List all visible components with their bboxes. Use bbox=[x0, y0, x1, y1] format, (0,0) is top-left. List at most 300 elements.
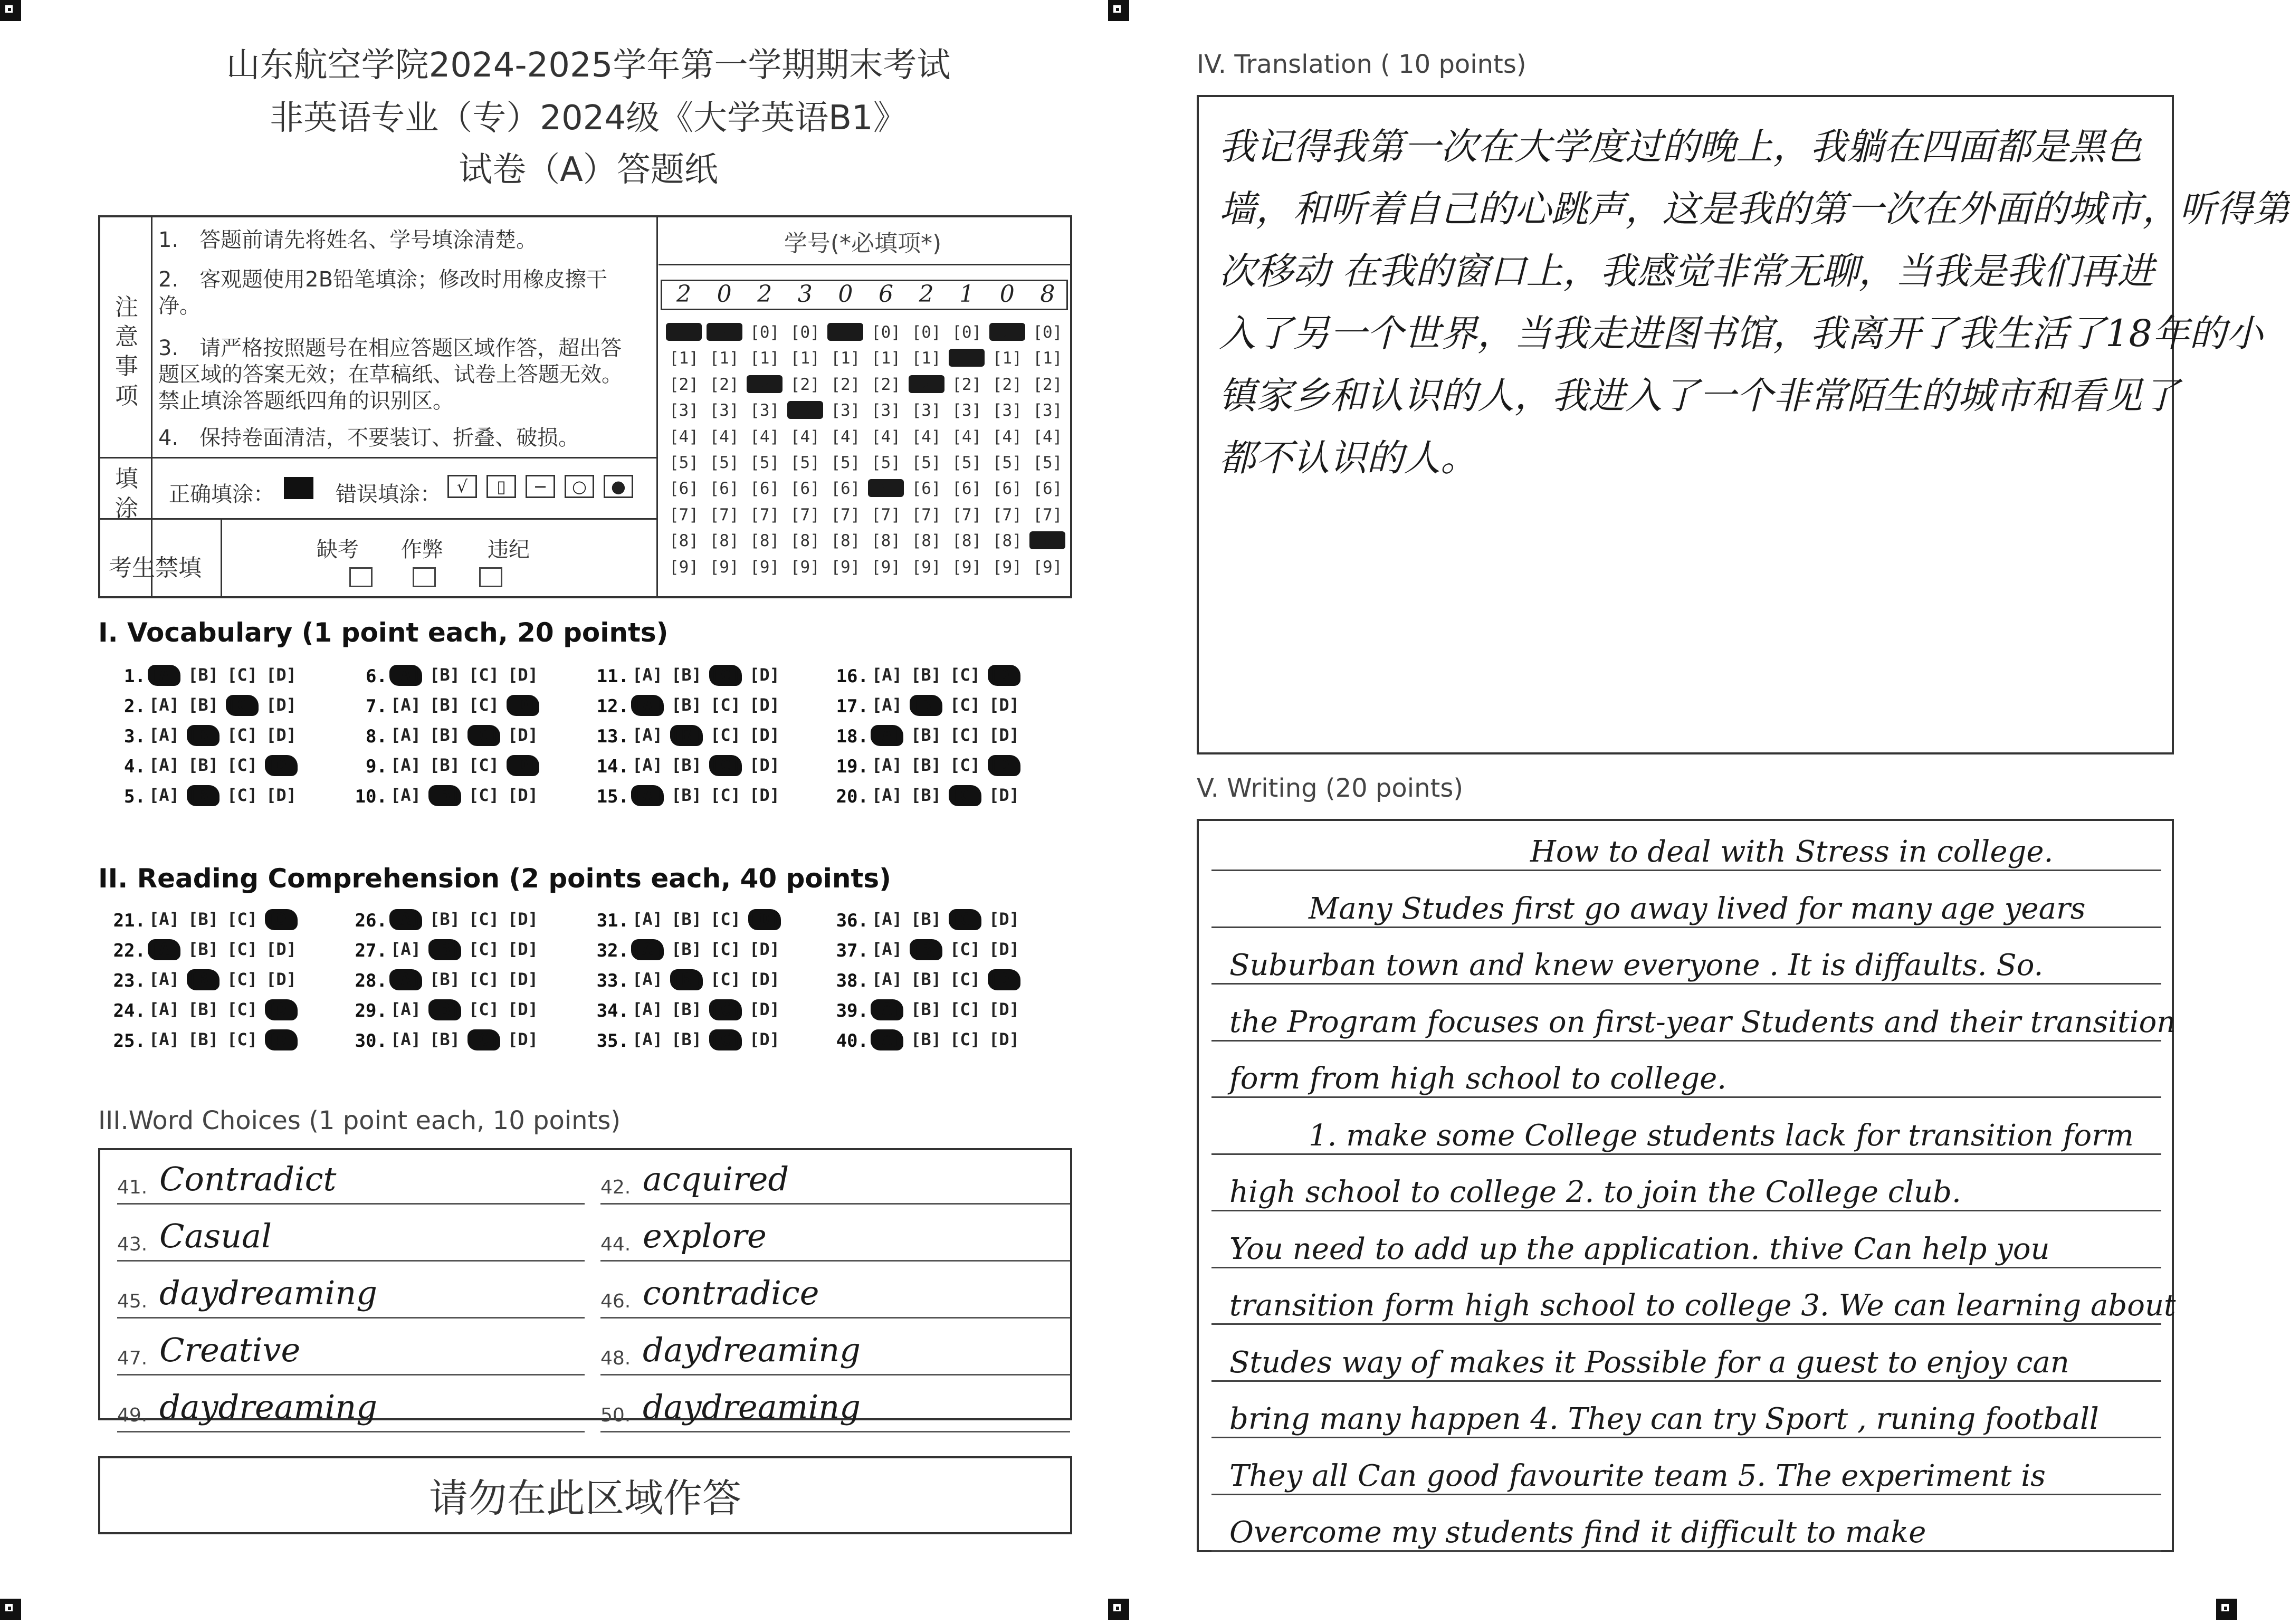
option-bubble[interactable]: [B] bbox=[188, 939, 218, 959]
option-bubble[interactable]: [C] bbox=[469, 999, 499, 1019]
question-number: 10. bbox=[355, 786, 387, 807]
option-bubble[interactable]: [A] bbox=[149, 999, 179, 1019]
option-bubble[interactable]: [D] bbox=[508, 939, 538, 959]
student-id-bubble[interactable]: [5] bbox=[750, 453, 780, 472]
student-id-bubble[interactable]: [7] bbox=[871, 505, 901, 524]
option-bubble[interactable]: [B] bbox=[671, 785, 702, 805]
option-bubble[interactable]: [A] bbox=[632, 969, 663, 989]
student-id-bubble[interactable]: [7] bbox=[992, 505, 1022, 524]
wrong-fill-mark: ○ bbox=[565, 475, 594, 498]
option-bubble[interactable]: [C] bbox=[709, 755, 742, 776]
student-id-bubble[interactable]: [0] bbox=[790, 323, 820, 342]
option-bubble[interactable]: [A] bbox=[390, 1029, 421, 1049]
answer-line bbox=[117, 1374, 585, 1375]
option-bubble[interactable]: [C] bbox=[710, 939, 741, 959]
student-id-bubble[interactable]: [0] bbox=[1033, 323, 1063, 342]
option-bubble[interactable]: [B] bbox=[430, 665, 460, 685]
student-id-bubble[interactable]: [8] bbox=[709, 531, 739, 551]
student-id-bubble[interactable]: [5] bbox=[911, 453, 941, 472]
option-bubble[interactable]: [D] bbox=[749, 999, 780, 1019]
option-bubble[interactable]: [B] bbox=[187, 725, 220, 746]
student-id-bubble[interactable]: [9] bbox=[831, 557, 861, 577]
option-bubble[interactable]: [D] bbox=[749, 665, 780, 685]
option-bubble[interactable]: [C] bbox=[950, 695, 980, 715]
student-id-bubble[interactable]: [4] bbox=[669, 427, 699, 446]
option-bubble[interactable]: [B] bbox=[428, 999, 461, 1020]
option-bubble[interactable]: [D] bbox=[265, 755, 298, 776]
student-id-bubble[interactable]: [8] bbox=[750, 531, 780, 551]
student-id-bubble[interactable]: [8] bbox=[952, 531, 982, 551]
option-bubble[interactable]: [A] bbox=[389, 969, 422, 990]
option-bubble[interactable]: [D] bbox=[989, 999, 1019, 1019]
option-bubble[interactable]: [B] bbox=[911, 785, 941, 805]
option-bubble[interactable]: [D] bbox=[508, 969, 538, 989]
option-bubble[interactable]: [C] bbox=[709, 1029, 742, 1050]
option-bubble[interactable]: [C] bbox=[950, 939, 980, 959]
student-id-bubble[interactable]: [8] bbox=[831, 531, 861, 551]
student-id-bubble[interactable]: [9] bbox=[911, 557, 941, 577]
option-bubble[interactable]: [A] bbox=[632, 725, 663, 745]
option-bubble[interactable]: [B] bbox=[188, 1029, 218, 1049]
handwritten-answer[interactable]: daydreaming bbox=[643, 1331, 861, 1369]
option-bubble[interactable]: [C] bbox=[227, 969, 257, 989]
option-bubble[interactable]: [A] bbox=[148, 665, 180, 686]
cheating-checkbox[interactable] bbox=[413, 567, 436, 587]
corner-marker-top-center bbox=[1108, 0, 1129, 21]
question-number: 8. bbox=[366, 726, 387, 747]
option-bubble[interactable]: [B] bbox=[430, 725, 460, 745]
handwritten-answer[interactable]: explore bbox=[643, 1217, 767, 1255]
option-bubble[interactable]: [C] bbox=[469, 665, 499, 685]
option-bubble[interactable]: [C] bbox=[227, 909, 257, 929]
option-bubble[interactable]: [C] bbox=[709, 665, 742, 686]
student-id-digit: 0 bbox=[838, 281, 853, 308]
student-id-bubble[interactable]: [2] bbox=[831, 375, 861, 394]
option-bubble[interactable]: [D] bbox=[508, 1029, 538, 1049]
option-bubble[interactable]: [C] bbox=[710, 969, 741, 989]
option-bubble[interactable]: [D] bbox=[265, 999, 298, 1020]
student-id-bubble[interactable]: [2] bbox=[747, 375, 783, 393]
student-id-bubble[interactable]: [0] bbox=[871, 323, 901, 342]
option-bubble[interactable]: [A] bbox=[632, 909, 663, 929]
handwritten-answer[interactable]: Casual bbox=[159, 1217, 272, 1255]
option-bubble[interactable]: [D] bbox=[749, 939, 780, 959]
option-bubble[interactable]: [A] bbox=[631, 695, 664, 716]
option-bubble[interactable]: [B] bbox=[911, 665, 941, 685]
option-bubble[interactable]: [D] bbox=[266, 969, 297, 989]
option-bubble[interactable]: [D] bbox=[989, 909, 1019, 929]
option-bubble[interactable]: [D] bbox=[988, 665, 1020, 686]
option-bubble[interactable]: [C] bbox=[950, 1029, 980, 1049]
student-id-bubble[interactable]: [0] bbox=[707, 323, 742, 341]
student-id-bubble[interactable]: [5] bbox=[871, 453, 901, 472]
option-bubble[interactable]: [A] bbox=[872, 909, 902, 929]
student-id-bubble[interactable]: [0] bbox=[911, 323, 941, 342]
student-id-bubble[interactable]: [6] bbox=[750, 479, 780, 499]
student-id-bubble[interactable]: [7] bbox=[911, 505, 941, 524]
student-id-bubble[interactable]: [4] bbox=[952, 427, 982, 446]
student-id-bubble[interactable]: [2] bbox=[709, 375, 739, 394]
student-id-bubble[interactable]: [6] bbox=[831, 479, 861, 499]
student-id-bubble[interactable]: [3] bbox=[750, 401, 780, 421]
student-id-bubble[interactable]: [1] bbox=[949, 349, 985, 367]
option-bubble[interactable]: [C] bbox=[709, 999, 742, 1020]
option-bubble[interactable]: [B] bbox=[188, 695, 218, 715]
student-id-bubble[interactable]: [1] bbox=[911, 349, 941, 368]
student-id-bubble[interactable]: [1] bbox=[709, 349, 739, 368]
option-bubble[interactable]: [A] bbox=[149, 695, 179, 715]
option-bubble[interactable]: [D] bbox=[265, 1029, 298, 1050]
student-id-bubble[interactable]: [3] bbox=[1033, 401, 1063, 421]
question-number: 32. bbox=[596, 940, 629, 961]
option-bubble[interactable]: [C] bbox=[950, 999, 980, 1019]
student-id-bubble[interactable]: [3] bbox=[831, 401, 861, 421]
student-id-bubble[interactable]: [5] bbox=[1033, 453, 1063, 472]
question-number: 39. bbox=[836, 1000, 869, 1021]
correct-fill-example bbox=[284, 477, 313, 499]
student-id-bubble[interactable]: [9] bbox=[709, 557, 739, 577]
student-id-bubble[interactable]: [1] bbox=[1033, 349, 1063, 368]
option-bubble[interactable]: [B] bbox=[430, 1029, 460, 1049]
student-id-bubble[interactable]: [9] bbox=[992, 557, 1022, 577]
student-id-bubble[interactable]: [6] bbox=[911, 479, 941, 499]
corner-marker-bottom-center bbox=[1108, 1599, 1129, 1620]
handwritten-answer[interactable]: acquired bbox=[643, 1160, 789, 1198]
student-id-bubble[interactable]: [7] bbox=[952, 505, 982, 524]
option-bubble[interactable]: [D] bbox=[749, 785, 780, 805]
option-bubble[interactable]: [D] bbox=[749, 969, 780, 989]
option-bubble[interactable]: [A] bbox=[631, 785, 664, 806]
option-bubble[interactable]: [B] bbox=[430, 755, 460, 775]
option-bubble[interactable]: [A] bbox=[390, 939, 421, 959]
student-id-bubble[interactable]: [3] bbox=[669, 401, 699, 421]
absent-checkbox[interactable] bbox=[349, 567, 373, 587]
notice-item-4: 4. 保持卷面清洁，不要装订、折叠、破损。 bbox=[158, 426, 580, 450]
option-bubble[interactable]: [C] bbox=[949, 785, 981, 806]
option-bubble[interactable]: [B] bbox=[670, 725, 703, 746]
writing-line: high school to college 2. to join the College club. bbox=[1229, 1175, 1961, 1209]
student-id-bubble[interactable]: [1] bbox=[790, 349, 820, 368]
handwritten-answer[interactable]: Contradict bbox=[159, 1160, 337, 1198]
option-bubble[interactable]: [D] bbox=[508, 665, 538, 685]
option-bubble[interactable]: [B] bbox=[911, 999, 941, 1019]
option-bubble[interactable]: [A] bbox=[149, 1029, 179, 1049]
student-id-bubble[interactable]: [9] bbox=[1033, 557, 1063, 577]
student-id-bubble[interactable]: [9] bbox=[871, 557, 901, 577]
option-bubble[interactable]: [A] bbox=[149, 909, 179, 929]
option-bubble[interactable]: [D] bbox=[988, 755, 1020, 776]
option-bubble[interactable]: [C] bbox=[710, 695, 741, 715]
student-id-bubble[interactable]: [1] bbox=[871, 349, 901, 368]
option-bubble[interactable]: [A] bbox=[871, 725, 903, 746]
student-id-bubble[interactable]: [4] bbox=[911, 427, 941, 446]
student-id-bubble[interactable]: [8] bbox=[1029, 531, 1065, 549]
student-id-bubble[interactable]: [3] bbox=[787, 401, 823, 419]
option-bubble[interactable]: [D] bbox=[507, 755, 539, 776]
handwritten-answer[interactable]: daydreaming bbox=[643, 1388, 861, 1426]
option-bubble[interactable]: [D] bbox=[266, 785, 297, 805]
student-id-bubble[interactable]: [3] bbox=[992, 401, 1022, 421]
student-id-bubble[interactable]: [2] bbox=[871, 375, 901, 394]
option-bubble[interactable]: [B] bbox=[671, 695, 702, 715]
option-bubble[interactable]: [D] bbox=[266, 939, 297, 959]
option-bubble[interactable]: [C] bbox=[949, 909, 981, 930]
option-bubble[interactable]: [A] bbox=[390, 785, 421, 805]
violation-checkbox[interactable] bbox=[479, 567, 502, 587]
option-bubble[interactable]: [B] bbox=[910, 695, 942, 716]
student-id-bubble[interactable]: [6] bbox=[790, 479, 820, 499]
option-bubble[interactable]: [D] bbox=[749, 725, 780, 745]
option-bubble[interactable]: [A] bbox=[149, 969, 179, 989]
option-bubble[interactable]: [A] bbox=[872, 939, 902, 959]
question-number: 18. bbox=[836, 726, 869, 747]
option-bubble[interactable]: [D] bbox=[265, 909, 298, 930]
option-bubble[interactable]: [D] bbox=[989, 785, 1019, 805]
option-bubble[interactable]: [C] bbox=[469, 969, 499, 989]
option-bubble[interactable]: [A] bbox=[389, 665, 422, 686]
student-id-bubble[interactable]: [5] bbox=[709, 453, 739, 472]
question-number: 16. bbox=[836, 666, 869, 687]
option-bubble[interactable]: [D] bbox=[989, 1029, 1019, 1049]
student-id-bubble[interactable]: [6] bbox=[669, 479, 699, 499]
option-bubble[interactable]: [B] bbox=[188, 999, 218, 1019]
option-bubble[interactable]: [B] bbox=[911, 1029, 941, 1049]
option-bubble[interactable]: [D] bbox=[988, 969, 1020, 990]
option-bubble[interactable]: [B] bbox=[910, 939, 942, 960]
option-bubble[interactable]: [C] bbox=[469, 695, 499, 715]
option-bubble[interactable]: [A] bbox=[871, 999, 903, 1020]
answer-line bbox=[117, 1260, 585, 1262]
student-id-bubble[interactable]: [3] bbox=[709, 401, 739, 421]
option-bubble[interactable]: [A] bbox=[149, 755, 179, 775]
student-id-bubble[interactable]: [2] bbox=[992, 375, 1022, 394]
option-bubble[interactable]: [D] bbox=[748, 909, 781, 930]
option-bubble[interactable]: [C] bbox=[710, 785, 741, 805]
student-id-bubble[interactable]: [4] bbox=[709, 427, 739, 446]
student-id-bubble[interactable]: [4] bbox=[1033, 427, 1063, 446]
option-bubble[interactable]: [B] bbox=[428, 785, 461, 806]
option-bubble[interactable]: [B] bbox=[430, 695, 460, 715]
student-id-bubble[interactable]: [2] bbox=[790, 375, 820, 394]
student-id-bubble[interactable]: [4] bbox=[871, 427, 901, 446]
option-bubble[interactable]: [C] bbox=[227, 939, 257, 959]
student-id-bubble[interactable]: [8] bbox=[669, 531, 699, 551]
exam-subtitle: 非英语专业（专）2024级《大学英语B1》 bbox=[270, 99, 907, 138]
option-bubble[interactable]: [A] bbox=[872, 695, 902, 715]
option-bubble[interactable]: [C] bbox=[227, 785, 257, 805]
option-bubble[interactable]: [C] bbox=[950, 969, 980, 989]
student-id-bubble[interactable]: [7] bbox=[750, 505, 780, 524]
handwritten-answer[interactable]: daydreaming bbox=[159, 1388, 377, 1426]
student-id-bubble[interactable]: [9] bbox=[952, 557, 982, 577]
option-bubble[interactable]: [D] bbox=[508, 725, 538, 745]
question-number: 31. bbox=[596, 910, 629, 931]
student-id-bubble[interactable]: [5] bbox=[952, 453, 982, 472]
student-id-bubble[interactable]: [4] bbox=[992, 427, 1022, 446]
student-id-bubble[interactable]: [8] bbox=[790, 531, 820, 551]
option-bubble[interactable]: [B] bbox=[430, 969, 460, 989]
option-bubble[interactable]: [A] bbox=[148, 939, 180, 960]
option-bubble[interactable]: [A] bbox=[390, 725, 421, 745]
option-bubble[interactable]: [B] bbox=[671, 1029, 702, 1049]
student-id-bubble[interactable]: [6] bbox=[1033, 479, 1063, 499]
option-bubble[interactable]: [C] bbox=[710, 909, 741, 929]
option-bubble[interactable]: [D] bbox=[989, 939, 1019, 959]
option-bubble[interactable]: [A] bbox=[632, 1029, 663, 1049]
handwritten-answer[interactable]: contradice bbox=[643, 1274, 819, 1312]
option-bubble[interactable]: [D] bbox=[266, 725, 297, 745]
student-id-bubble[interactable]: [1] bbox=[831, 349, 861, 368]
option-bubble[interactable]: [C] bbox=[950, 665, 980, 685]
student-id-bubble[interactable]: [0] bbox=[952, 323, 982, 342]
option-bubble[interactable]: [D] bbox=[508, 999, 538, 1019]
option-bubble[interactable]: [C] bbox=[467, 1029, 500, 1050]
question-number: 20. bbox=[836, 786, 869, 807]
student-id-bubble[interactable]: [6] bbox=[868, 479, 904, 497]
option-bubble[interactable]: [C] bbox=[469, 785, 499, 805]
handwritten-answer[interactable]: Creative bbox=[159, 1331, 301, 1369]
student-id-bubble[interactable]: [7] bbox=[669, 505, 699, 524]
option-bubble[interactable]: [A] bbox=[872, 755, 902, 775]
question-number: 40. bbox=[836, 1030, 869, 1052]
student-id-bubble[interactable]: [8] bbox=[911, 531, 941, 551]
option-bubble[interactable]: [C] bbox=[467, 725, 500, 746]
option-bubble[interactable]: [B] bbox=[911, 909, 941, 929]
option-bubble[interactable]: [D] bbox=[508, 909, 538, 929]
student-id-bubble[interactable]: [3] bbox=[871, 401, 901, 421]
student-id-bubble[interactable]: [6] bbox=[709, 479, 739, 499]
option-bubble[interactable]: [B] bbox=[670, 969, 703, 990]
option-bubble[interactable]: [C] bbox=[950, 725, 980, 745]
option-bubble[interactable]: [D] bbox=[266, 695, 297, 715]
option-bubble[interactable]: [B] bbox=[187, 969, 220, 990]
option-bubble[interactable]: [B] bbox=[188, 665, 218, 685]
option-bubble[interactable]: [A] bbox=[632, 665, 663, 685]
option-bubble[interactable]: [D] bbox=[749, 1029, 780, 1049]
student-id-bubble[interactable]: [2] bbox=[1033, 375, 1063, 394]
student-id-bubble[interactable]: [9] bbox=[790, 557, 820, 577]
option-bubble[interactable]: [D] bbox=[989, 725, 1019, 745]
student-id-bubble[interactable]: [7] bbox=[709, 505, 739, 524]
option-bubble[interactable]: [A] bbox=[149, 725, 179, 745]
exam-title: 山东航空学院2024-2025学年第一学期期末考试 bbox=[226, 46, 951, 85]
option-bubble[interactable]: [C] bbox=[469, 909, 499, 929]
option-bubble[interactable]: [C] bbox=[227, 725, 257, 745]
option-bubble[interactable]: [A] bbox=[871, 1029, 903, 1050]
option-bubble[interactable]: [B] bbox=[671, 999, 702, 1019]
option-bubble[interactable]: [B] bbox=[187, 785, 220, 806]
option-bubble[interactable]: [B] bbox=[428, 939, 461, 960]
option-bubble[interactable]: [B] bbox=[911, 969, 941, 989]
student-id-bubble[interactable]: [6] bbox=[952, 479, 982, 499]
option-bubble[interactable]: [C] bbox=[227, 755, 257, 775]
student-id-bubble[interactable]: [1] bbox=[992, 349, 1022, 368]
option-bubble[interactable]: [B] bbox=[188, 909, 218, 929]
student-id-bubble[interactable]: [5] bbox=[790, 453, 820, 472]
student-id-bubble[interactable]: [7] bbox=[1033, 505, 1063, 524]
student-id-bubble[interactable]: [5] bbox=[992, 453, 1022, 472]
student-id-bubble[interactable]: [5] bbox=[831, 453, 861, 472]
student-id-bubble[interactable]: [4] bbox=[790, 427, 820, 446]
student-id-bubble[interactable]: [0] bbox=[666, 323, 702, 341]
student-id-bubble[interactable]: [9] bbox=[669, 557, 699, 577]
student-id-bubble[interactable]: [9] bbox=[750, 557, 780, 577]
option-bubble[interactable]: [B] bbox=[671, 909, 702, 929]
student-id-bubble[interactable]: [5] bbox=[669, 453, 699, 472]
writing-line: Studes way of makes it Possible for a guest to enjoy can bbox=[1229, 1345, 2069, 1380]
student-id-bubble[interactable]: [4] bbox=[831, 427, 861, 446]
option-bubble[interactable]: [C] bbox=[227, 999, 257, 1019]
student-id-bubble[interactable]: [2] bbox=[669, 375, 699, 394]
option-bubble[interactable]: [A] bbox=[632, 999, 663, 1019]
student-id-bubble[interactable]: [1] bbox=[750, 349, 780, 368]
student-id-bubble[interactable]: [2] bbox=[952, 375, 982, 394]
option-bubble[interactable]: [C] bbox=[469, 755, 499, 775]
student-id-bubble[interactable]: [7] bbox=[790, 505, 820, 524]
option-bubble[interactable]: [B] bbox=[911, 755, 941, 775]
student-id-bubble[interactable]: [0] bbox=[989, 323, 1025, 341]
option-bubble[interactable]: [B] bbox=[430, 909, 460, 929]
corner-marker-bottom-left bbox=[0, 1599, 21, 1620]
student-id-bubble[interactable]: [8] bbox=[992, 531, 1022, 551]
option-bubble[interactable]: [C] bbox=[710, 725, 741, 745]
option-bubble[interactable]: [B] bbox=[671, 755, 702, 775]
student-id-bubble[interactable]: [1] bbox=[669, 349, 699, 368]
option-bubble[interactable]: [D] bbox=[508, 785, 538, 805]
option-bubble[interactable]: [A] bbox=[872, 785, 902, 805]
option-bubble[interactable]: [B] bbox=[911, 725, 941, 745]
option-bubble[interactable]: [A] bbox=[390, 755, 421, 775]
question-number: 2. bbox=[124, 696, 146, 717]
student-id-bubble[interactable]: [2] bbox=[909, 375, 944, 393]
option-bubble[interactable]: [A] bbox=[872, 665, 902, 685]
student-id-bubble[interactable]: [3] bbox=[952, 401, 982, 421]
question-number: 27. bbox=[355, 940, 387, 961]
handwritten-answer[interactable]: daydreaming bbox=[159, 1274, 377, 1312]
student-id-bubble[interactable]: [3] bbox=[911, 401, 941, 421]
answer-line bbox=[600, 1431, 1070, 1432]
question-number: 15. bbox=[596, 786, 629, 807]
option-bubble[interactable]: [D] bbox=[266, 665, 297, 685]
option-bubble[interactable]: [D] bbox=[507, 695, 539, 716]
option-bubble[interactable]: [A] bbox=[389, 909, 422, 930]
option-bubble[interactable]: [A] bbox=[631, 939, 664, 960]
option-bubble[interactable]: [C] bbox=[226, 695, 259, 716]
option-bubble[interactable]: [C] bbox=[469, 939, 499, 959]
student-id-bubble[interactable]: [0] bbox=[827, 323, 863, 341]
option-bubble[interactable]: [B] bbox=[188, 755, 218, 775]
student-id-bubble[interactable]: [6] bbox=[992, 479, 1022, 499]
option-bubble[interactable]: [C] bbox=[227, 1029, 257, 1049]
student-id-bubble[interactable]: [8] bbox=[871, 531, 901, 551]
option-bubble[interactable]: [A] bbox=[390, 695, 421, 715]
option-bubble[interactable]: [C] bbox=[950, 755, 980, 775]
student-id-bubble[interactable]: [7] bbox=[831, 505, 861, 524]
question-number: 14. bbox=[596, 756, 629, 777]
student-id-bubble[interactable]: [0] bbox=[750, 323, 780, 342]
student-id-bubble[interactable]: [4] bbox=[750, 427, 780, 446]
option-bubble[interactable]: [A] bbox=[390, 999, 421, 1019]
option-bubble[interactable]: [C] bbox=[227, 665, 257, 685]
option-bubble[interactable]: [B] bbox=[671, 939, 702, 959]
option-bubble[interactable]: [D] bbox=[749, 695, 780, 715]
option-bubble[interactable]: [A] bbox=[632, 755, 663, 775]
option-bubble[interactable]: [A] bbox=[872, 969, 902, 989]
option-bubble[interactable]: [D] bbox=[749, 755, 780, 775]
option-bubble[interactable]: [B] bbox=[671, 665, 702, 685]
option-bubble[interactable]: [D] bbox=[989, 695, 1019, 715]
option-bubble[interactable]: [A] bbox=[149, 785, 179, 805]
